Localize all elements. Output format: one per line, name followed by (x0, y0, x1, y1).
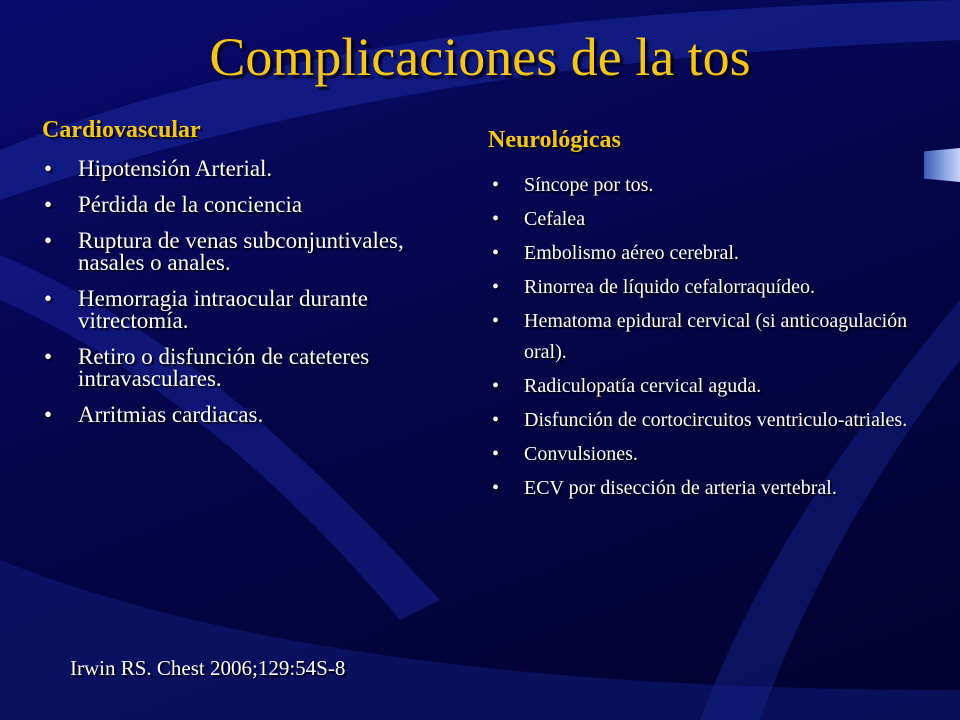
list-item (42, 346, 442, 390)
list-item (488, 238, 908, 269)
list-item (42, 288, 442, 332)
list-item (488, 306, 908, 368)
bullet-icon: • (492, 310, 500, 332)
cardiovascular-heading: Cardiovascular (42, 117, 201, 143)
list-item-text: Hemorragia intraocular durante vitrectomía. (78, 286, 368, 333)
bullet-icon: • (492, 409, 500, 431)
list-item (488, 439, 908, 470)
list-item-text: Disfunción de cortocircuitos ventriculo-atriales. (524, 409, 908, 431)
list-item-text: Arritmias cardiacas. (78, 402, 264, 427)
list-item (42, 404, 442, 426)
list-item-text: Hematoma epidural cervical (si anticoagulación oral). (524, 310, 908, 363)
list-item-text: ECV por disección de arteria vertebral. (524, 477, 837, 499)
cardiovascular-section (42, 118, 442, 440)
list-item-text: Radiculopatía cervical aguda. (524, 375, 762, 397)
bullet-icon: • (492, 208, 500, 230)
list-item (488, 204, 908, 235)
list-item (42, 158, 442, 180)
bullet-icon: • (492, 375, 500, 397)
list-item-text: Convulsiones. (524, 443, 638, 465)
list-item-text: Cefalea (524, 208, 586, 230)
bullet-icon: • (492, 242, 500, 264)
list-item-text: Síncope por tos. (524, 174, 654, 196)
bullet-icon: • (44, 344, 53, 369)
bullet-icon: • (44, 156, 53, 181)
neurologicas-section (488, 122, 908, 507)
neurologicas-heading: Neurológicas (488, 127, 621, 153)
bullet-icon: • (44, 192, 53, 217)
neurologicas-list (488, 170, 908, 504)
slide-logo-mark (924, 148, 960, 182)
list-item (488, 405, 908, 436)
list-item-text: Hipotensión Arterial. (78, 156, 273, 181)
list-item-text: Embolismo aéreo cerebral. (524, 242, 739, 264)
list-item (488, 272, 908, 303)
list-item (488, 473, 908, 504)
bullet-icon: • (492, 443, 500, 465)
bullet-icon: • (492, 276, 500, 298)
list-item (488, 170, 908, 201)
list-item-text: Ruptura de venas subconjuntivales, nasales o anales. (78, 228, 404, 275)
list-item-text: Rinorrea de líquido cefalorraquídeo. (524, 276, 815, 298)
bullet-icon: • (44, 286, 53, 311)
slide-title: Complicaciones de la tos (209, 27, 751, 87)
bullet-icon: • (492, 477, 500, 499)
bullet-icon: • (492, 174, 500, 196)
bullet-icon: • (44, 228, 53, 253)
list-item-text: Pérdida de la conciencia (78, 192, 303, 217)
bullet-icon: • (44, 402, 53, 427)
list-item (42, 230, 442, 274)
list-item (42, 194, 442, 216)
list-item-text: Retiro o disfunción de cateteres intravasculares. (78, 344, 370, 391)
cardiovascular-list (42, 158, 442, 426)
list-item (488, 371, 908, 402)
citation: Irwin RS. Chest 2006;129:54S-8 (70, 656, 346, 680)
